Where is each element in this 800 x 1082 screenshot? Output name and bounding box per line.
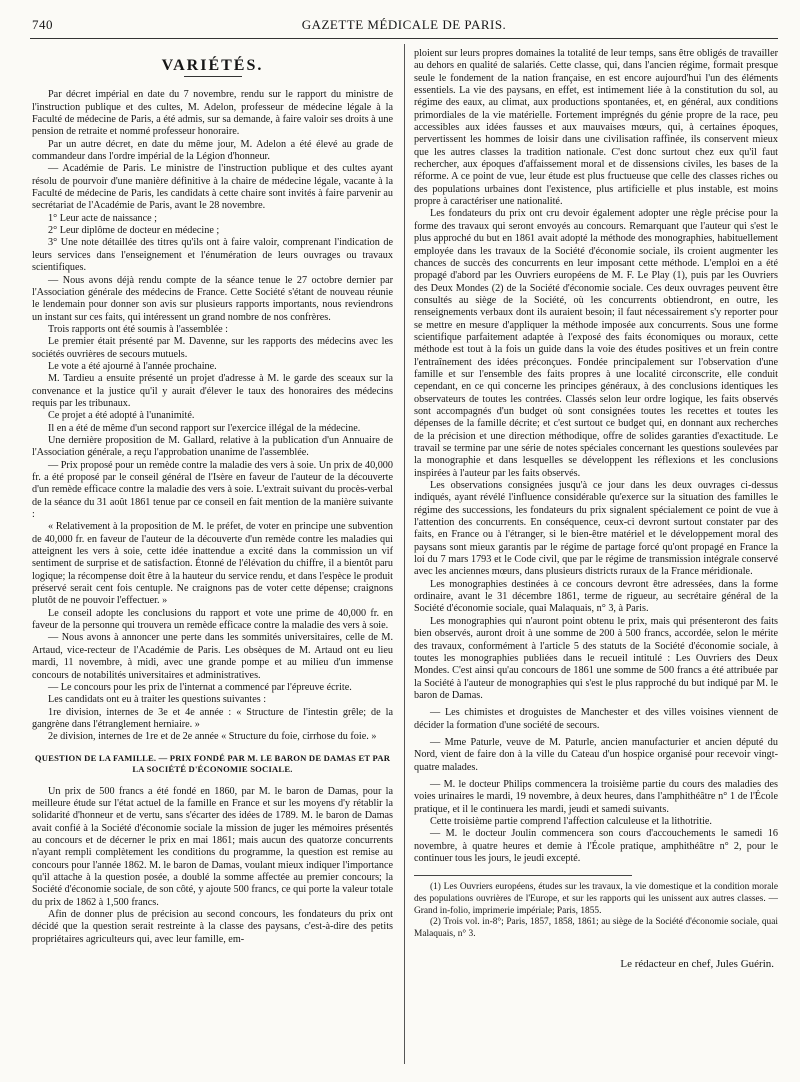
paragraph: Le vote a été ajourné à l'année prochaine. <box>48 360 217 372</box>
paragraph: M. Tardieu a ensuite présenté un projet d'adresse à M. le garde des sceaux sur la convenance et la justice qu'il y aurait d'élever le taux des honoraires des médecins requis par les tribunaux. <box>32 373 393 409</box>
paragraph: Les monographies destinées à ce concours devront être adressées, dans la forme ordinaire, avant le 31 décembre 1861, terme de rigueur, au secrétaire général de la Société d'économie sociale, quai Malaquais, n° 3, à Paris. <box>414 578 778 615</box>
paragraph: Il en a été de même d'un second rapport sur l'exercice illégal de la médecine. <box>48 422 361 434</box>
paragraph: Trois rapports ont été soumis à l'assemblée : <box>48 323 229 335</box>
paragraph: Les observations consignées jusqu'à ce jour dans les deux ouvrages ci-dessus indiqués, ayant révélé l'influence considérable qu'exerce sur la situation des familles le régime des successions, les fondateurs du prix signalent spécialement ce point de vue à l'attention des concurrents. En conséquence, ceux-ci devront surtout constater par des faits, en France ou à l'étranger, si le bien-être matériel et le développement moral des paysans sont mieux garantis par le régime de partage forcé qu'ont propagé en France la loi du 7 mars 1793 et le Code civil, que par le régime de transmission intégrale conservé avec les anciennes mœurs, dans plusieurs districts ruraux de la France méridionale. <box>414 480 778 578</box>
editor-signature: Le rédacteur en chef, Jules Guérin. <box>620 958 774 971</box>
paragraph: Cette troisième partie comprend l'affection calculeuse et la lithotritie. <box>430 815 712 827</box>
paragraph: Ce projet a été adopté à l'unanimité. <box>48 410 195 422</box>
paragraph: — Mme Paturle, veuve de M. Paturle, ancien manufacturier et ancien député du Nord, vient de faire don à la ville du Cateau d'un hospice organisé pour recevoir vingt-quatre malades. <box>414 736 778 773</box>
paragraph: — Le concours pour les prix de l'internat a commencé par l'épreuve écrite. <box>48 681 352 693</box>
page-number: 740 <box>32 17 53 32</box>
section-title: VARIÉTÉS. <box>32 60 393 77</box>
paragraph: Un prix de 500 francs a été fondé en 1860, par M. le baron de Damas, pour la meilleure étude sur l'état actuel de la famille en France et sur les moyens d'y rétablir la solidarité d'honneur et de vertu, sans s'écarter des idées de 1789. M. le baron de Damas avait confié à la Société d'économie sociale la mission de juger les mémoires présentés au concours et de décerner le prix en mai 1861; mais aucun des quatorze concurrents n'ayant rempli complètement les conditions du programme, la question est remise au concours pour l'année 1862. M. le baron de Damas, voulant mieux indiquer l'importance qu'il attache à la question posée, a doublé la somme affectée au premier concours; la Société d'économie sociale, de son côté, y ajoute 500 francs, ce qui porte la valeur totale du prix de 1862 à 1,500 francs. <box>32 785 393 908</box>
list-item: 1re division, internes de 3e et 4e année : « Structure de l'intestin grêle; de la gangrène dans l'étranglement herniaire. » <box>32 706 393 730</box>
paragraph: Afin de donner plus de précision au second concours, les fondateurs du prix ont décidé que la question serait restreinte à la classe des paysans, c'est-à-dire des petits propriétaires agriculteurs qui, avec leur famille, em- <box>32 909 393 945</box>
paragraph: — Académie de Paris. Le ministre de l'instruction publique et des cultes ayant résolu de pourvoir d'une manière définitive à la chaire de médecine légale, vacante à la Faculté de médecine de Paris, les candidats à cette chaire sont invités à faire parvenir au secrétariat de l'Académie de Paris, avant le 28 novembre. <box>32 163 393 212</box>
paragraph: Une dernière proposition de M. Gallard, relative à la publication d'un Annuaire de l'Association générale, a reçu l'approbation unanime de l'assemblée. <box>32 434 393 459</box>
paragraph: Par décret impérial en date du 7 novembre, rendu sur le rapport du ministre de l'instruction publique et des cultes, M. Adelon, professeur de médecine légale à la Faculté de médecine de Paris, a été admis, sur sa demande, à faire valoir ses droits à une pension de retraite et nommé professeur honoraire. <box>32 89 393 138</box>
paragraph: — M. le docteur Joulin commencera son cours d'accouchements le samedi 16 novembre, à quatre heures et demie à l'École pratique, amphithéâtre n° 2, pour le continuer tous les jours, le jeudi excepté. <box>414 828 778 864</box>
footnote: (2) Trois vol. in-8°; Paris, 1857, 1858, 1861; au siège de la Société d'économie sociale, quai Malaquais, n° 3. <box>414 917 778 939</box>
page-header <box>30 14 778 39</box>
list-item: 3° Une note détaillée des titres qu'ils ont à faire valoir, comprenant l'indication de leurs services dans l'enseignement et l'énumération de leurs ouvrages ou travaux scientifiques. <box>32 237 393 274</box>
column-divider <box>404 44 405 1064</box>
right-column <box>414 48 778 1076</box>
paragraph: — Nous avons à annoncer une perte dans les sommités universitaires, celle de M. Artaud, vice-recteur de l'Académie de Paris. Les obsèques de M. Artaud ont eu lieu mardi, 11 novembre, à midi, avec une grande pompe et au milieu d'un immense concours de notabilités universitaires et administratives. <box>32 632 393 681</box>
footnote: (1) Les Ouvriers européens, études sur les travaux, la vie domestique et la condition morale des populations ouvrières de l'Europe, et sur les rapports qui les unissent aux autres classes. — Grand in-folio, imprimerie impériale; Paris, 1855. <box>414 882 778 916</box>
paragraph: — Nous avons déjà rendu compte de la séance tenue le 27 octobre dernier par l'Association générale des médecins de France. Cette Société s'étant de nouveau réunie le lendemain pour donner son avis sur plusieurs rapports importants, nous reviendrons un instant sur ces faits, qui intéressent un grand nombre de nos confrères. <box>32 274 393 323</box>
paragraph: — M. le docteur Philips commencera la troisième partie du cours des maladies des voies urinaires le mardi, 19 novembre, à deux heures, dans l'amphithéâtre n° 1 de l'École pratique, et il le continuera les mardi, jeudi et samedi suivants. <box>414 778 778 815</box>
left-column <box>32 48 393 1076</box>
paragraph: Les candidats ont eu à traiter les questions suivantes : <box>48 694 267 706</box>
quotation: « Relativement à la proposition de M. le préfet, de voter en principe une subvention de 40,000 fr. en faveur de l'auteur de la découverte d'un remède contre les maladies qui atteignent les vers à soie, cette idée inattendue a excité dans la commission un vif sentiment de surprise et de satisfaction. Étonné de l'élévation du chiffre, il a bientôt paru logique; la récompense doit être à la hauteur du service rendu, et dans l'espèce le produit préservé serait cent fois centuple. Ne craignons pas de voter cette dépense; craignons plutôt de ne pouvoir l'effectuer. » <box>32 521 393 607</box>
paragraph: — Prix proposé pour un remède contre la maladie des vers à soie. Un prix de 40,000 fr. a été proposé par le conseil général de l'Isère en faveur de l'auteur de la découverte d'un remède efficace contre la maladie des vers à soie. L'extrait suivant du procès-verbal de la séance du 31 août 1861 tenue par ce conseil en fait mention de la manière suivante : <box>32 459 393 521</box>
paragraph: Le conseil adopte les conclusions du rapport et vote une prime de 40,000 fr. en faveur de la personne qui trouvera un remède efficace contre la maladie des vers à soie. <box>32 607 393 632</box>
list-item: 1° Leur acte de naissance ; <box>48 212 158 224</box>
footnote-rule <box>414 875 632 876</box>
paragraph: Le premier était présenté par M. Davenne, sur les rapports des médecins avec les sociétés ouvrières de secours mutuels. <box>32 336 393 360</box>
paragraph: Par un autre décret, en date du même jour, M. Adelon a été élevé au grade de commandeur dans l'ordre impérial de la Légion d'honneur. <box>32 138 393 163</box>
paragraph: Les fondateurs du prix ont cru devoir également adopter une règle précise pour la forme des travaux qui seront envoyés au concours. Remarquant que l'auteur qui s'est le plus approché du but en 1861 avait adopté la méthode des monographies, habituellement employée dans les travaux de la Société d'économie sociale, ils croient augmenter les chances de succès des concurrents en leur imposant cette méthode. L'emploi en a été propagé d'abord par les Ouvriers européens de M. F. Le Play (1), puis par les Ouvriers des Deux Mondes (2) de la Société d'économie sociale. Ces deux ouvrages peuvent être consultés au siège de la Société, où les concurrents obtiendront, en outre, les renseignements verbaux dont ils auraient besoin; il faut nécessairement s'y reporter pour se mettre en mesure d'appliquer la méthode imposée aux concurrents. Sous une forme scientifique parfaitement adaptée à l'exposé des faits économiques ou moraux, cette méthode est tout à la fois un guide dans la voie des études positives et un frein contre l'entraînement des idées préconçues. Fondée principalement sur l'observation d'une famille et sur l'ensemble des faits propres à une localité circonscrite, elle conduit cependant, en ce qui concerne les principes généraux, à des conclusions identiques les observateurs de toutes les contrées. Classés selon leur ordre logique, les faits observés sont accompagnés d'un budget où sont consignées toutes les recettes et toutes les dépenses de la famille décrite; et c'est surtout ce budget qui, en donnant aux recherches de la précision et une direction méthodique, offre de solides garanties d'exactitude. Le travail se termine par une série de notes spéciales concernant les questions soulevées par la monographie et dans lesquelles se développent les réflexions et les conclusions inspirées à l'auteur par les faits observés. <box>414 208 778 479</box>
question-heading: QUESTION DE LA FAMILLE. — PRIX FONDÉ PAR M. LE BARON DE DAMAS ET PAR LA SOCIÉTÉ D'ÉCONOMIE SOCIALE. <box>34 752 391 775</box>
paragraph: ploient sur leurs propres domaines la totalité de leur temps, sans être obligés de travailler au dehors en qualité de salariés. Cette classe, qui, dans l'ancien régime, formait presque seule le fondement de la nation française, en est encore aujourd'hui l'un des éléments essentiels. La vie des paysans, en effet, est intimement liée à la constitution du sol, au régime des eaux, au climat, aux productions spontanées, et, en général, aux conditions primordiales de la vie matérielle. Fortement imprégnés du génie propre de la race, peu accessibles aux idées fausses et aux mauvaises mœurs, qui, à certaines époques, pervertissent les hommes de loisir dans une civilisation raffinée, ils conservent mieux que les autres classes la tradition nationale. C'est donc surtout chez eux qu'il faut rechercher, aux époques d'affaissement moral et de dissensions civiles, les bases de la réforme. A ce point de vue, leur étude est plus fructueuse que celle des classes riches ou des populations urbaines dont l'existence, plus artificielle et plus instable, est moins propre à caractériser une nationalité. <box>414 48 778 208</box>
list-item: 2° Leur diplôme de docteur en médecine ; <box>48 225 220 237</box>
paragraph: Les monographies qui n'auront point obtenu le prix, mais qui présenteront des faits bien observés, auront droit à une somme de 200 à 500 francs, accordée, selon le mérite des travaux, conformément à l'article 5 des statuts de la Société d'économie sociale, à toutes les monographies publiées dans le recueil intitulé : Les Ouvriers des Deux Mondes. C'est ainsi qu'au concours de 1861 une somme de 500 francs a été attribuée par la Société à l'auteur de monographies qui s'est le plus rapproché du but indiqué par M. le baron de Damas. <box>414 615 778 701</box>
paragraph: — Les chimistes et droguistes de Manchester et des villes voisines viennent de décider la formation d'une société de secours. <box>414 707 778 731</box>
journal-title: GAZETTE MÉDICALE DE PARIS. <box>301 17 507 32</box>
list-item: 2e division, internes de 1re et de 2e année « Structure du foie, cirrhose du foie. » <box>48 731 377 743</box>
